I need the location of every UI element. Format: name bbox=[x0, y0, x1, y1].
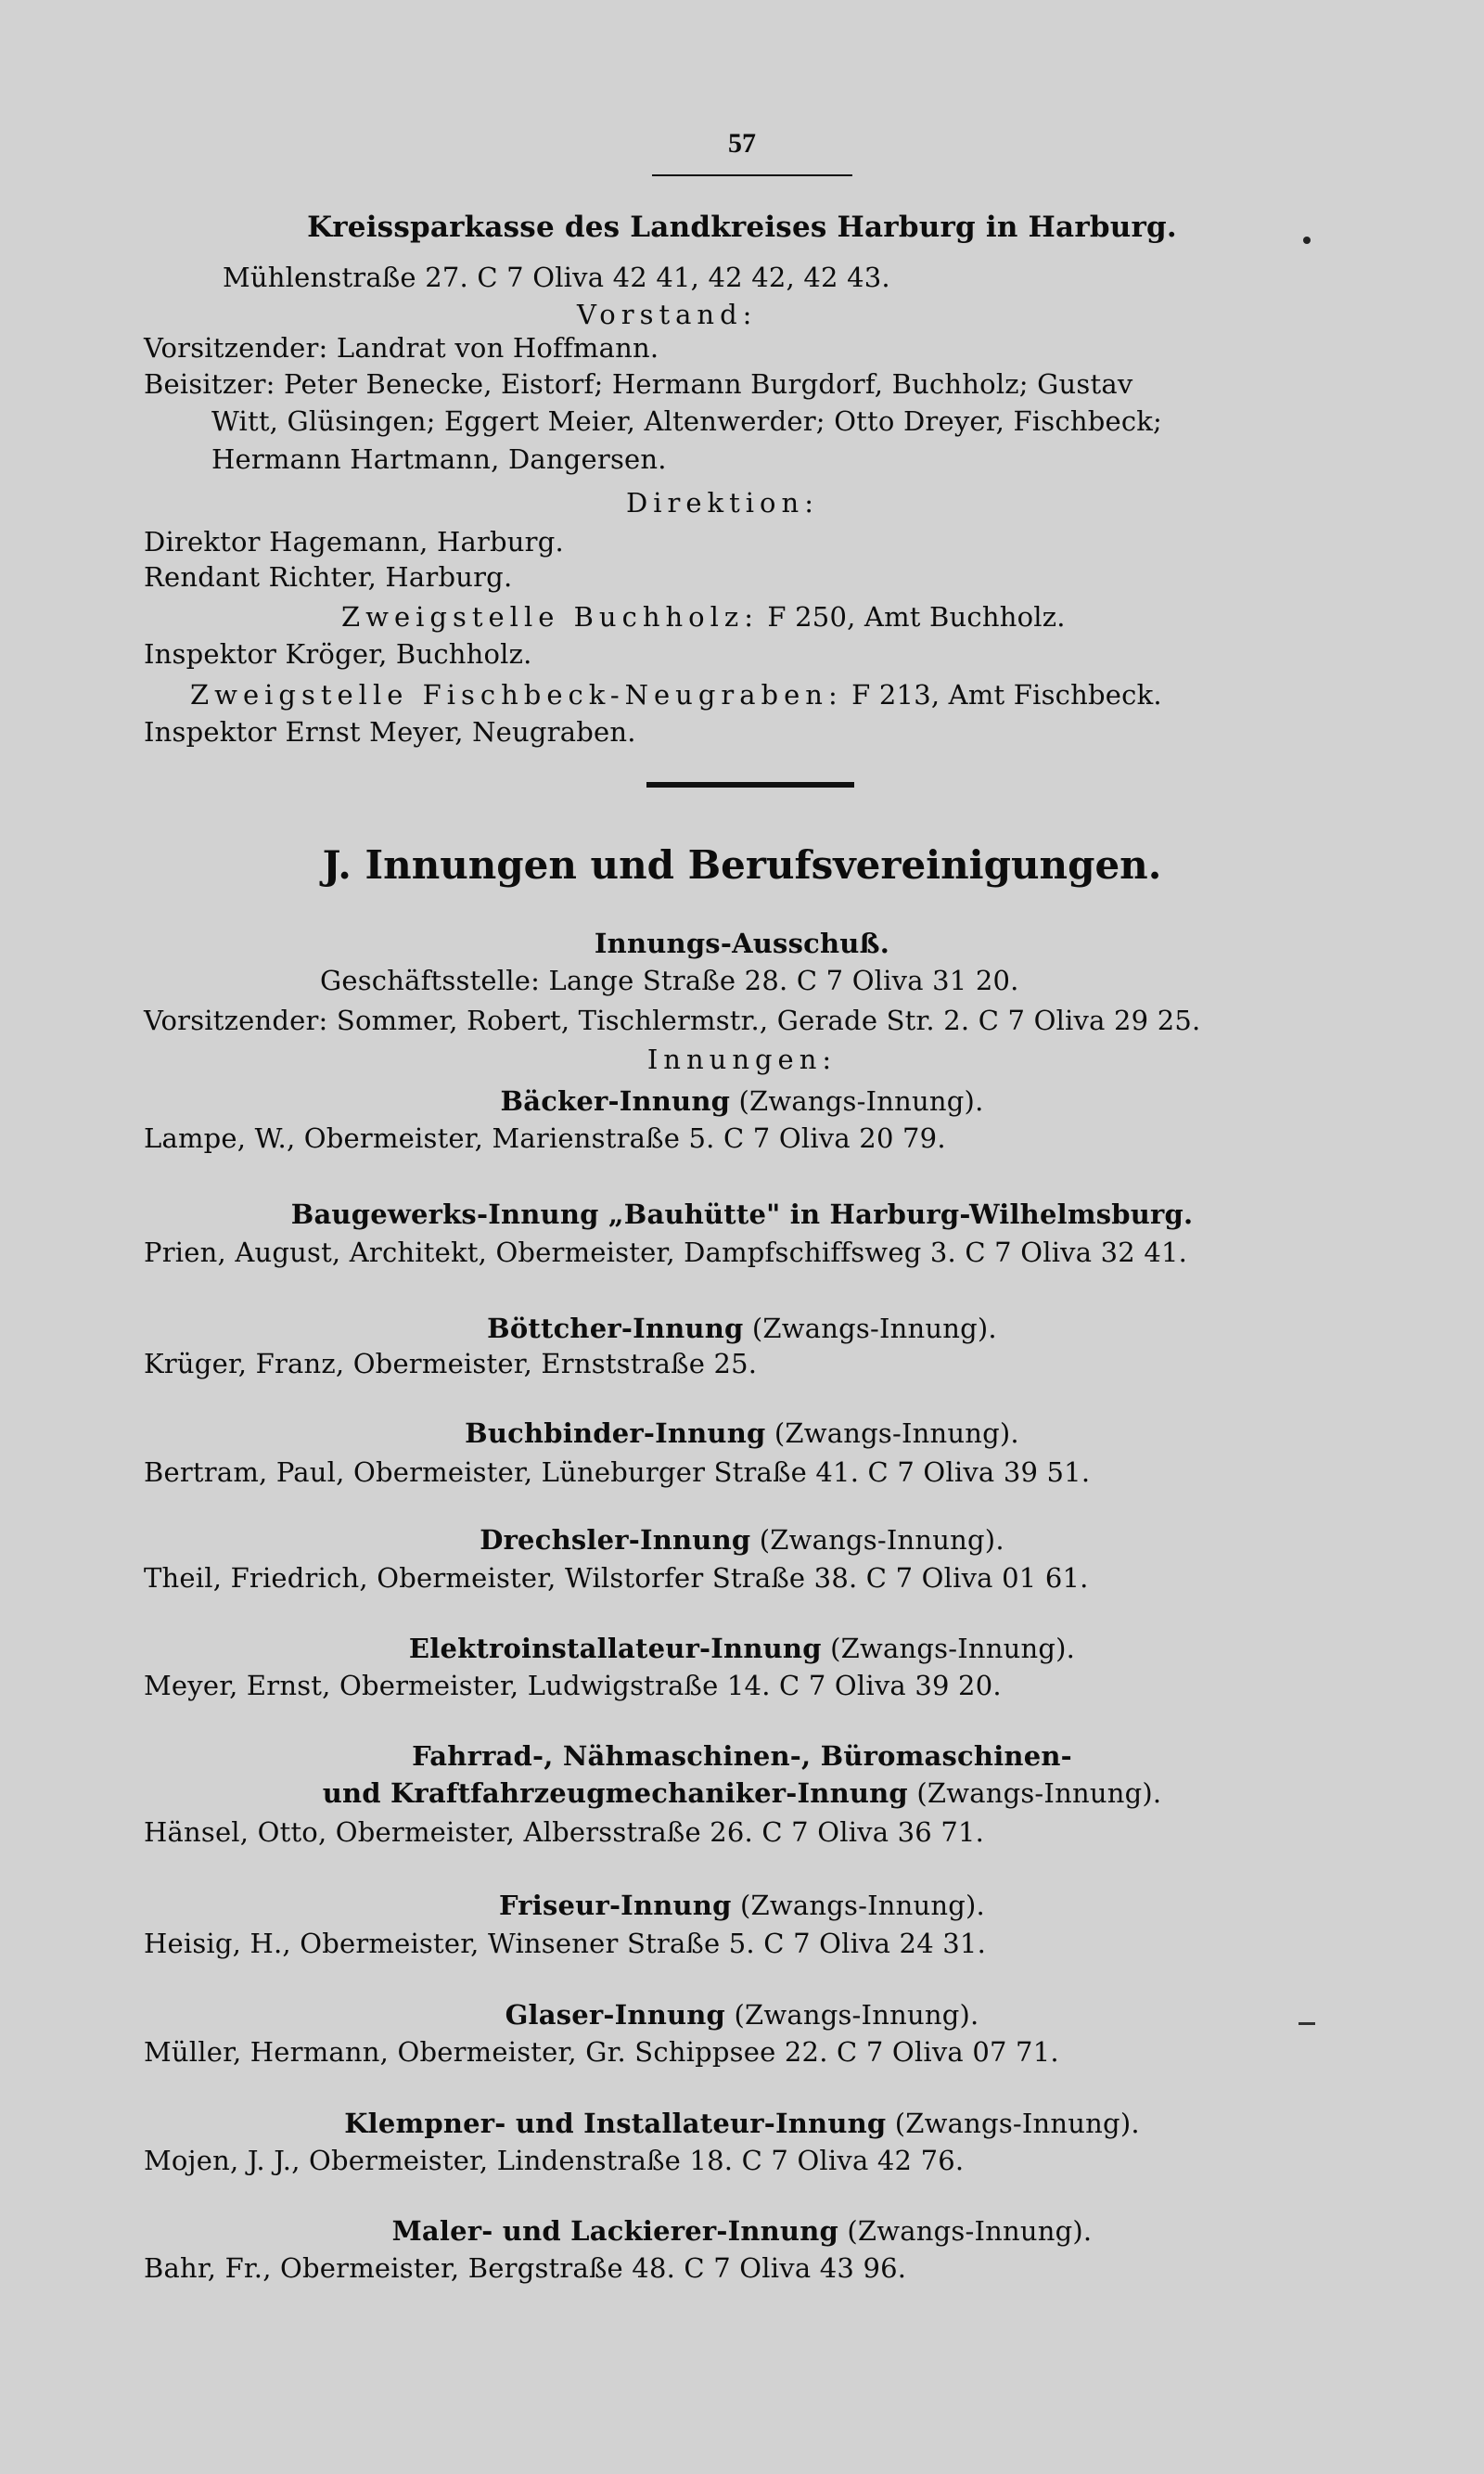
guild-heading bbox=[0, 1633, 1484, 1664]
guild-entry: Meyer, Ernst, Obermeister, Ludwigstraße 14. C 7 Oliva 39 20. bbox=[144, 1670, 1002, 1701]
guild-name: Klempner- und Installateur-Innung bbox=[344, 2108, 887, 2139]
committee-office: Geschäftsstelle: Lange Straße 28. C 7 Oliva 31 20. bbox=[320, 965, 1019, 996]
beisitzer-line-3: Hermann Hartmann, Dangersen. bbox=[211, 443, 667, 475]
guild-name: Buchbinder-Innung bbox=[465, 1417, 766, 1449]
guild-entry: Mojen, J. J., Obermeister, Lindenstraße 18. C 7 Oliva 42 76. bbox=[144, 2145, 965, 2176]
guild-heading: Fahrrad-, Nähmaschinen-, Büromaschinen- bbox=[412, 1740, 1072, 1772]
guild-note: (Zwangs-Innung). bbox=[734, 1999, 979, 2031]
guild-note: (Zwangs-Innung). bbox=[738, 1085, 984, 1117]
guild-entry: Prien, August, Architekt, Obermeister, Dampfschiffsweg 3. C 7 Oliva 32 41. bbox=[144, 1237, 1188, 1268]
guild-name: Maler- und Lackierer-Innung bbox=[391, 2215, 838, 2247]
section-divider bbox=[646, 782, 854, 788]
innungen-heading: Innungen: bbox=[646, 1044, 838, 1075]
guild-heading bbox=[0, 1313, 1484, 1344]
committee-chairman: Vorsitzender: Sommer, Robert, Tischlermstr., Gerade Str. 2. C 7 Oliva 29 25. bbox=[144, 1005, 1201, 1036]
bank-rendant: Rendant Richter, Harburg. bbox=[144, 561, 513, 593]
guild-heading bbox=[0, 1524, 1484, 1556]
guild-entry: Krüger, Franz, Obermeister, Ernststraße 25. bbox=[144, 1348, 758, 1379]
guild-heading bbox=[0, 1890, 1484, 1921]
guild-note: (Zwangs-Innung). bbox=[759, 1524, 1004, 1556]
beisitzer-line-1: Beisitzer: Peter Benecke, Eistorf; Hermann Burgdorf, Buchholz; Gustav bbox=[144, 368, 1133, 400]
beisitzer-line-2: Witt, Glüsingen; Eggert Meier, Altenwerder; Otto Dreyer, Fischbeck; bbox=[211, 405, 1163, 437]
bank-director: Direktor Hagemann, Harburg. bbox=[144, 526, 564, 558]
guild-entry: Heisig, H., Obermeister, Winsener Straße 5. C 7 Oliva 24 31. bbox=[144, 1928, 986, 1959]
guild-heading bbox=[0, 1417, 1484, 1449]
guild-entry: Hänsel, Otto, Obermeister, Albersstraße 26. C 7 Oliva 36 71. bbox=[144, 1816, 985, 1848]
committee-title: Innungs-Ausschuß. bbox=[594, 928, 890, 959]
bank-title: Kreissparkasse des Landkreises Harburg in Harburg. bbox=[307, 211, 1177, 244]
guild-entry: Bertram, Paul, Obermeister, Lüneburger Straße 41. C 7 Oliva 39 51. bbox=[144, 1456, 1091, 1488]
branch-buchholz bbox=[341, 601, 1066, 633]
guild-name: Friseur-Innung bbox=[499, 1890, 732, 1921]
guild-name: Bäcker-Innung bbox=[500, 1085, 731, 1117]
vorstand-heading: Vorstand: bbox=[577, 299, 758, 330]
guild-note: (Zwangs-Innung). bbox=[774, 1417, 1019, 1449]
guild-name: Drechsler-Innung bbox=[480, 1524, 751, 1556]
guild-note: (Zwangs-Innung). bbox=[894, 2108, 1140, 2139]
branch-fischbeck-heading: Zweigstelle Fischbeck-Neugraben: bbox=[190, 679, 843, 711]
page-number-rule bbox=[652, 174, 852, 176]
branch-fischbeck bbox=[190, 679, 1162, 711]
guild-note: (Zwangs-Innung). bbox=[916, 1777, 1162, 1809]
guild-heading bbox=[0, 2215, 1484, 2247]
guild-name: Böttcher-Innung bbox=[487, 1313, 744, 1344]
guild-heading-continued bbox=[0, 1777, 1484, 1809]
bank-address: Mühlenstraße 27. C 7 Oliva 42 41, 42 42, 42 43. bbox=[223, 262, 890, 293]
guild-entry: Müller, Hermann, Obermeister, Gr. Schippsee 22. C 7 Oliva 07 71. bbox=[144, 2036, 1059, 2068]
guild-entry: Bahr, Fr., Obermeister, Bergstraße 48. C 7 Oliva 43 96. bbox=[144, 2252, 907, 2284]
guild-heading bbox=[0, 1085, 1484, 1117]
guild-heading: Baugewerks-Innung „Bauhütte" in Harburg-Wilhelmsburg. bbox=[290, 1199, 1194, 1230]
guild-heading bbox=[0, 2108, 1484, 2139]
branch-buchholz-inspector: Inspektor Kröger, Buchholz. bbox=[144, 638, 532, 670]
guild-entry: Lampe, W., Obermeister, Marienstraße 5. C 7 Oliva 20 79. bbox=[144, 1122, 946, 1154]
guild-heading bbox=[0, 1999, 1484, 2031]
guild-entry: Theil, Friedrich, Obermeister, Wilstorfer Straße 38. C 7 Oliva 01 61. bbox=[144, 1562, 1089, 1594]
bank-chairman: Vorsitzender: Landrat von Hoffmann. bbox=[144, 332, 659, 364]
guild-name: Elektroinstallateur-Innung bbox=[408, 1633, 822, 1664]
print-speck bbox=[1298, 2022, 1315, 2025]
branch-buchholz-heading: Zweigstelle Buchholz: bbox=[341, 601, 759, 633]
guild-note: (Zwangs-Innung). bbox=[847, 2215, 1093, 2247]
guild-note: (Zwangs-Innung). bbox=[740, 1890, 985, 1921]
print-speck bbox=[1303, 237, 1311, 244]
page-number: 57 bbox=[728, 128, 756, 159]
branch-fischbeck-phone: F 213, Amt Fischbeck. bbox=[851, 679, 1162, 711]
section-title: J. Innungen und Berufsvereinigungen. bbox=[322, 842, 1162, 888]
guild-note: (Zwangs-Innung). bbox=[830, 1633, 1076, 1664]
guild-name: Glaser-Innung bbox=[505, 1999, 726, 2031]
guild-name: und Kraftfahrzeugmechaniker-Innung bbox=[322, 1777, 908, 1809]
branch-buchholz-phone: F 250, Amt Buchholz. bbox=[767, 601, 1066, 633]
branch-fischbeck-inspector: Inspektor Ernst Meyer, Neugraben. bbox=[144, 716, 636, 748]
direktion-heading: Direktion: bbox=[626, 487, 819, 519]
guild-note: (Zwangs-Innung). bbox=[751, 1313, 997, 1344]
